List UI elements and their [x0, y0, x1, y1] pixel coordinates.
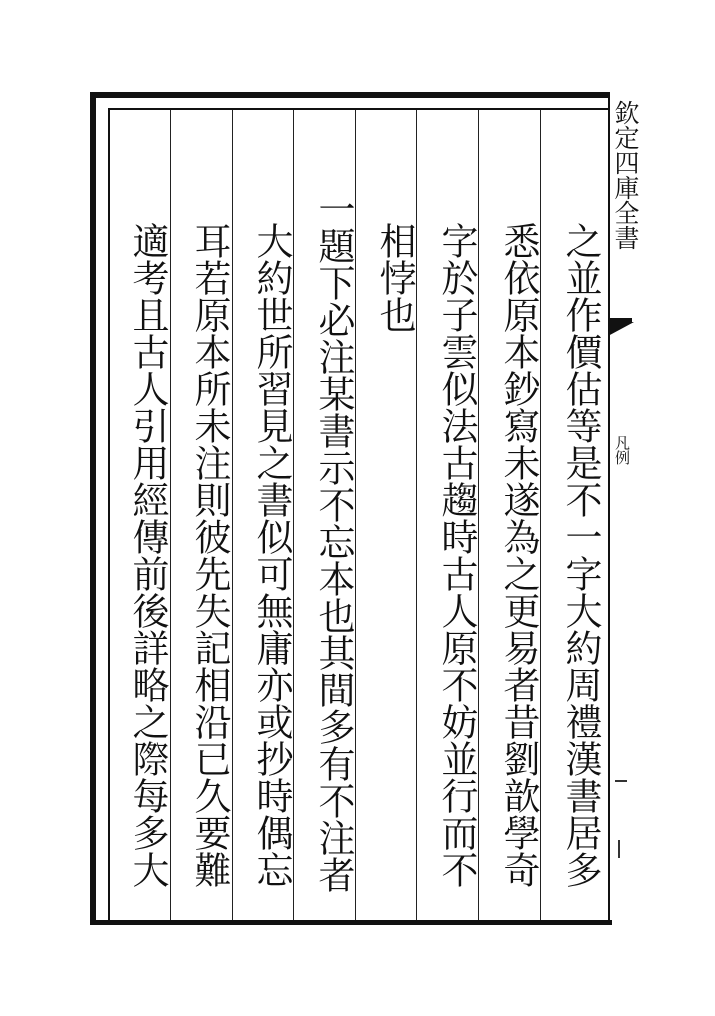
text-column-4: 相悖也	[373, 222, 416, 333]
frame-right-border	[608, 92, 610, 925]
margin-tick	[618, 840, 620, 858]
text-column-5: 一題下必注某書示不忘本也其間多有不注者	[312, 190, 355, 893]
margin-section-label: 凡例	[613, 435, 631, 465]
fishtail-mark	[608, 322, 634, 336]
frame-top-border	[90, 92, 610, 98]
text-column-7: 耳若原本所未注則彼先失記相沿已久要難	[188, 222, 231, 888]
text-column-6: 大約世所習見之書似可無庸亦或抄時偶忘	[250, 222, 293, 888]
text-column-8: 適考且古人引用經傳前後詳略之際每多大	[126, 222, 169, 888]
margin-book-title: 欽定四庫全書	[611, 100, 640, 250]
frame-top-inner-border	[108, 108, 610, 110]
text-column-2: 悉依原本鈔寫未遂為之更易者昔劉歆學奇	[497, 222, 540, 888]
text-column-1: 之並作價估等是不一字大約周禮漢書居多	[559, 222, 602, 888]
frame-left-inner-border	[108, 108, 110, 920]
text-column-3: 字於子雲似法古趨時古人原不妨並行而不	[435, 222, 478, 888]
margin-tick	[615, 780, 627, 782]
frame-left-border	[90, 92, 96, 925]
